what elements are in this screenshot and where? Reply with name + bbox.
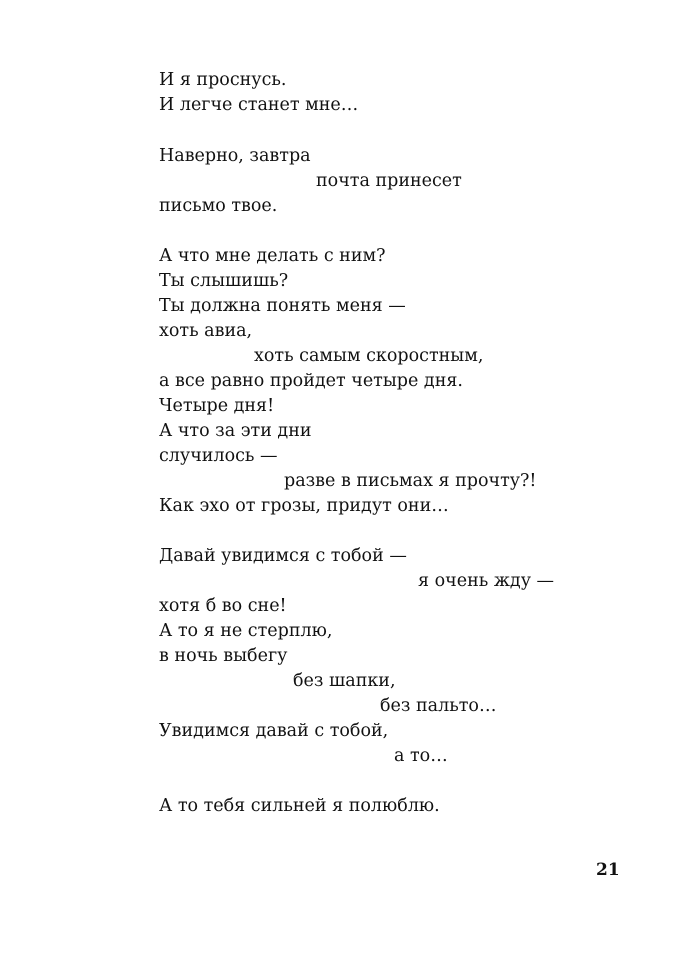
poem-line: хоть авиа,	[159, 321, 253, 341]
poem-line: хотя б во сне!	[159, 596, 287, 616]
page-number: 21	[596, 860, 620, 880]
poem-line: а то…	[394, 746, 448, 766]
poem-line: Ты слышишь?	[159, 271, 289, 291]
poem-line: Как эхо от грозы, придут они…	[159, 496, 449, 516]
poem-line: без шапки,	[293, 671, 396, 691]
poem-line: в ночь выбегу	[159, 646, 288, 666]
poem-line: а все равно пройдет четыре дня.	[159, 371, 463, 391]
poem-line: хоть самым скоростным,	[254, 346, 484, 366]
poem-line: письмо твое.	[159, 196, 278, 216]
poem-line: Увидимся давай с тобой,	[159, 721, 389, 741]
poem-line: И я проснусь.	[159, 70, 287, 90]
poem-line: случилось —	[159, 446, 278, 466]
poem-line: Наверно, завтра	[159, 146, 311, 166]
poem-line: А то тебя сильней я полюблю.	[159, 796, 440, 816]
poem-line: я очень жду —	[418, 571, 555, 591]
poem-line: И легче станет мне…	[159, 95, 359, 115]
poem-line: Ты должна понять меня —	[159, 296, 406, 316]
poem-line: А что мне делать с ним?	[159, 246, 386, 266]
poem-line: Давай увидимся с тобой —	[159, 546, 407, 566]
poem-line: А что за эти дни	[159, 421, 312, 441]
poem-line: А то я не стерплю,	[159, 621, 333, 641]
poem-line: разве в письмах я прочту?!	[284, 471, 537, 491]
poem-line: Четыре дня!	[159, 396, 275, 416]
poem-line: почта принесет	[316, 171, 462, 191]
poem-line: без пальто…	[380, 696, 497, 716]
